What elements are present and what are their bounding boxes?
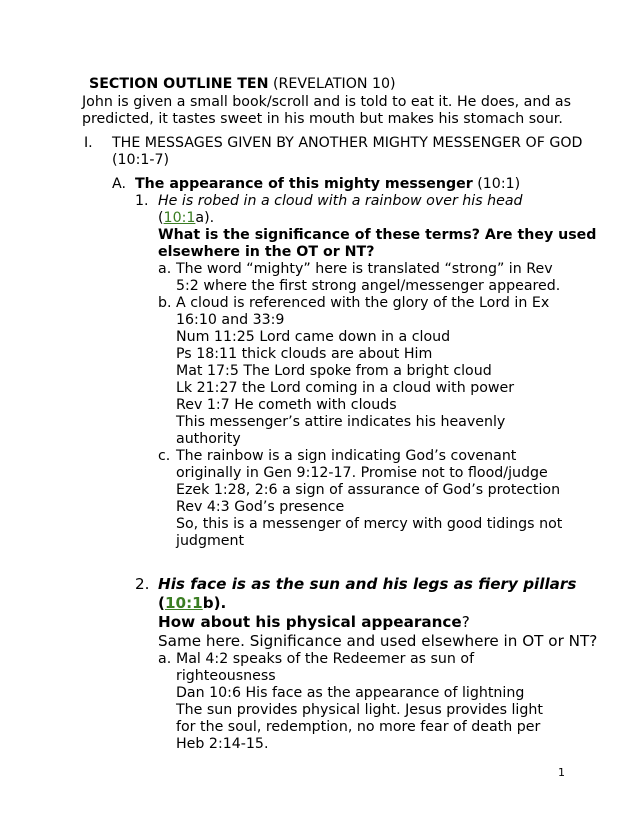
section-numeral: I. [84, 135, 93, 151]
sub-line: A cloud is referenced with the glory of the Lord in Ex [176, 295, 550, 311]
section-reference: (REVELATION 10) [273, 76, 396, 92]
intro-line: predicted, it tastes sweet in his mouth but makes his stomach sour. [82, 111, 563, 127]
study-question-text: How about his physical appearance [158, 613, 462, 631]
page-number: 1 [558, 766, 565, 779]
study-note: Same here. Significance and used elsewhere in OT or NT? [158, 632, 598, 650]
point-letter: A. [112, 176, 126, 192]
sub-line: This messenger’s attire indicates his heavenly [176, 414, 506, 430]
sub-line: The rainbow is a sign indicating God’s covenant [176, 448, 517, 464]
item-title: He is robed in a cloud with a rainbow over his head [158, 193, 523, 209]
intro-line: John is given a small book/scroll and is told to eat it. He does, and as [82, 94, 571, 110]
sub-line: originally in Gen 9:12-17. Promise not to flood/judge [176, 465, 548, 481]
ref-open: ( [158, 594, 165, 612]
item-number: 1. [135, 193, 149, 209]
sub-line: Ps 18:11 thick clouds are about Him [176, 346, 433, 362]
sub-line: Rev 1:7 He cometh with clouds [176, 397, 397, 413]
sub-line: Lk 21:27 the Lord coming in a cloud with power [176, 380, 515, 396]
sub-line: for the soul, redemption, no more fear of death per [176, 719, 541, 735]
sub-letter: a. [158, 261, 172, 277]
ref-close: a). [195, 210, 215, 226]
sub-line: judgment [176, 533, 245, 549]
section-title: SECTION OUTLINE TEN [89, 76, 269, 92]
sub-line: righteousness [176, 668, 276, 684]
study-question [158, 613, 470, 632]
section-title-line: (10:1-7) [112, 152, 170, 168]
question-mark: ? [461, 613, 470, 631]
item-reference [158, 594, 226, 613]
ref-open: ( [158, 210, 164, 226]
point-title: The appearance of this mighty messenger [135, 176, 473, 192]
item-reference [158, 210, 214, 227]
sub-letter: a. [158, 651, 172, 667]
ref-close: b). [202, 594, 227, 612]
item-number: 2. [135, 575, 150, 593]
sub-line: Mal 4:2 speaks of the Redeemer as sun of [176, 651, 475, 667]
sub-line: Heb 2:14-15. [176, 736, 269, 752]
sub-line: The word “mighty” here is translated “strong” in Rev [176, 261, 553, 277]
section-heading [89, 76, 396, 93]
scripture-link[interactable]: 10:1 [164, 594, 203, 612]
sub-line: Num 11:25 Lord came down in a cloud [176, 329, 451, 345]
sub-line: Rev 4:3 God’s presence [176, 499, 345, 515]
sub-line: 16:10 and 33:9 [176, 312, 285, 328]
sub-letter: c. [158, 448, 171, 464]
sub-line: So, this is a messenger of mercy with good tidings not [176, 516, 563, 532]
sub-line: 5:2 where the first strong angel/messenger appeared. [176, 278, 561, 294]
sub-line: Ezek 1:28, 2:6 a sign of assurance of God’s protection [176, 482, 561, 498]
point-reference: (10:1) [477, 176, 521, 192]
sub-line: Dan 10:6 His face as the appearance of lightning [176, 685, 525, 701]
study-question: elsewhere in the OT or NT? [158, 244, 375, 260]
sub-line: Mat 17:5 The Lord spoke from a bright cloud [176, 363, 492, 379]
item-title: His face is as the sun and his legs as fiery pillars [158, 575, 577, 593]
scripture-link[interactable]: 10:1 [163, 210, 196, 226]
study-question: What is the significance of these terms? Are they used [158, 227, 597, 243]
sub-letter: b. [158, 295, 172, 311]
sub-line: The sun provides physical light. Jesus provides light [176, 702, 543, 718]
sub-line: authority [176, 431, 241, 447]
point-heading [135, 176, 520, 193]
section-title-line: THE MESSAGES GIVEN BY ANOTHER MIGHTY MESSENGER OF GOD [112, 135, 583, 151]
